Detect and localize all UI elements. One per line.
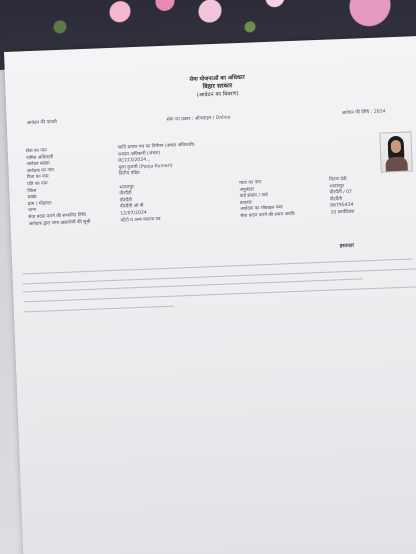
field-label: थाना [28,208,37,214]
field-value: पूजा कुमारी (Pooja Kumari) [118,163,173,171]
field-label: जिला [27,188,37,194]
field-value: पीरपैंती [119,197,133,204]
field-label: आवेदक द्वारा जमा दस्तावेजों की सूची [28,219,91,227]
field-value: पीरपैंती ओ पी [119,204,144,211]
field-label: ग्राम / मोहल्ला [27,201,52,207]
note-line [24,306,174,313]
field-label: डाकघर [239,200,252,206]
field-label: माता का नाम [239,180,262,187]
field-value: भागलपुर [329,183,345,190]
signature-label: हस्ताक्षर [339,242,355,250]
field-label: सेवा प्रदान करने की समय अवधि [240,211,295,220]
field-label: पति का नाम [27,181,48,188]
header-line2: बिहार सरकार [202,82,233,91]
field-value: 96795434 [330,203,354,209]
note-line [23,258,413,274]
field-value: जाति प्रमाण पत्र का निर्गमन (अंचल अधिकारी) [117,142,195,151]
applicant-photo [379,131,413,172]
field-label: पिता का नाम [26,174,49,181]
field-value: 12/07/2024 [120,210,147,217]
field-value: पीरपैंती [329,196,343,203]
field-value: फोटो व अन्य कागज पत्र [120,216,161,224]
field-value: पीरपैंती / 07 [329,189,353,196]
field-label: प्रखंड [27,195,37,201]
field-label: आवेदक का मोबाइल नंबर [240,205,283,213]
field-value: 10 कार्यदिवस [330,209,355,216]
field-value: किरण देवी [329,176,347,183]
field-value: भागलपुर [119,184,134,191]
application-date: आवेदन की तिथि : 2024 [341,109,386,117]
header-line3: (आवेदन का विवरण) [196,91,239,99]
service-type: सेवा का प्रकार : ऑनलाइन / Online [166,115,231,123]
field-label: आवेदन संख्या [26,161,50,168]
field-label: वार्ड संख्या / वार्ड [239,193,268,200]
header-line1: सेवा योजनाओं का अधिकार [189,74,245,83]
field-label: नामित अधिकारी [26,154,54,161]
field-value: राजस्व अधिकारी (अंचल) [117,150,161,158]
field-label: सेवा प्रदान करने की संभावित तिथि [28,212,86,221]
receipt-label: आवेदन की पावती [26,120,57,127]
field-value: पीरपैंती [119,191,132,197]
field-label: सेवा का नाम [25,148,47,155]
field-value: दिलीप पंडित [118,171,140,178]
field-label: आवेदक का नाम [26,167,55,175]
field-value: RCCCO2024... [118,157,151,164]
document-sheet [4,36,416,554]
field-label: अनुमंडल [239,187,254,193]
